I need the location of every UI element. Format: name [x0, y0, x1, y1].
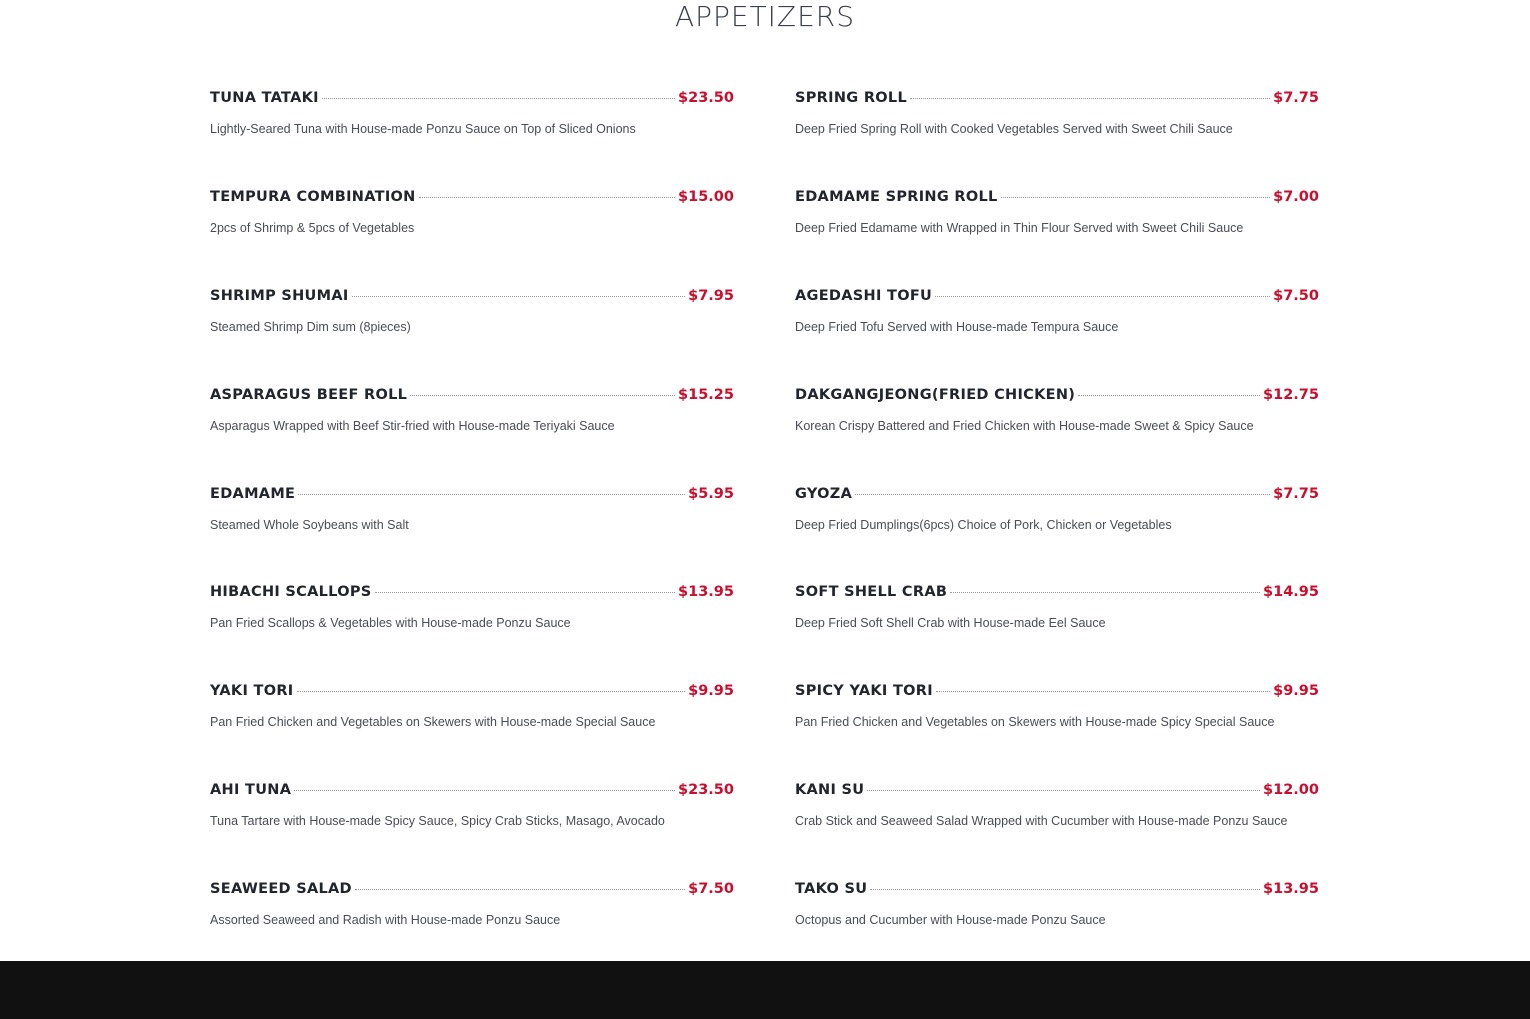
item-name: ASPARAGUS BEEF ROLL: [210, 386, 408, 403]
dotted-leader: [910, 98, 1270, 99]
item-description: Deep Fried Dumplings(6pcs) Choice of Pork, Chicken or Vegetables: [795, 517, 1172, 532]
item-price: $13.95: [1263, 881, 1319, 898]
item-price: $7.50: [688, 881, 734, 898]
item-description: Steamed Shrimp Dim sum (8pieces): [210, 319, 411, 334]
menu-item: [795, 481, 1319, 580]
item-price: $9.95: [688, 683, 734, 700]
item-description: Pan Fried Chicken and Vegetables on Skewers with House-made Special Sauce: [210, 715, 656, 730]
item-name: AHI TUNA: [210, 782, 292, 799]
menu-item: [210, 579, 734, 678]
dotted-leader: [322, 98, 675, 99]
item-description: Pan Fried Chicken and Vegetables on Skewers with House-made Spicy Special Sauce: [795, 715, 1275, 730]
item-name: SPICY YAKI TORI: [795, 683, 933, 700]
item-price: $23.50: [678, 782, 734, 799]
item-price: $14.95: [1263, 584, 1319, 601]
item-name: TAKO SU: [795, 881, 868, 898]
item-description: Asparagus Wrapped with Beef Stir-fried with House-made Teriyaki Sauce: [210, 418, 615, 433]
item-name: EDAMAME SPRING ROLL: [795, 188, 998, 205]
item-price: $13.95: [678, 584, 734, 601]
item-price: $15.00: [678, 188, 734, 205]
menu-item: [795, 184, 1319, 283]
item-description: Deep Fried Tofu Served with House-made Tempura Sauce: [795, 319, 1119, 334]
item-price: $23.50: [678, 90, 734, 106]
dotted-leader: [936, 691, 1270, 692]
dotted-leader: [375, 592, 676, 593]
dotted-leader: [870, 889, 1260, 890]
menu-item: [795, 579, 1319, 678]
dotted-leader: [935, 296, 1270, 297]
menu-item: [210, 481, 734, 580]
item-description: Deep Fried Soft Shell Crab with House-made Eel Sauce: [795, 616, 1106, 631]
dotted-leader: [294, 790, 675, 791]
item-name: EDAMAME: [210, 485, 296, 502]
menu-item: [795, 382, 1319, 481]
dotted-leader: [355, 889, 685, 890]
section-title: APPETIZERS: [674, 0, 856, 33]
item-name: AGEDASHI TOFU: [795, 287, 933, 304]
menu-item: [795, 85, 1319, 184]
item-price: $7.75: [1273, 90, 1319, 106]
dotted-leader: [419, 197, 675, 198]
item-price: $15.25: [678, 386, 734, 403]
item-price: $12.00: [1263, 782, 1319, 799]
menu-item: [210, 283, 734, 382]
dotted-leader: [410, 395, 675, 396]
item-description: Deep Fried Edamame with Wrapped in Thin Flour Served with Sweet Chili Sauce: [795, 220, 1244, 235]
dotted-leader: [1001, 197, 1271, 198]
dotted-leader: [1078, 395, 1260, 396]
item-price: $7.00: [1273, 188, 1319, 205]
item-name: SEAWEED SALAD: [210, 881, 352, 898]
menu-item: [210, 777, 734, 876]
footer-bar: [0, 961, 1530, 1019]
item-description: 2pcs of Shrimp & 5pcs of Vegetables: [210, 220, 415, 235]
item-name: TEMPURA COMBINATION: [210, 188, 416, 205]
dotted-leader: [352, 296, 686, 297]
menu-item: [210, 382, 734, 481]
item-name: SOFT SHELL CRAB: [795, 584, 948, 601]
item-name: TUNA TATAKI: [210, 90, 319, 106]
item-description: Octopus and Cucumber with House-made Ponzu Sauce: [795, 913, 1106, 928]
item-name: DAKGANGJEONG(FRIED CHICKEN): [795, 386, 1076, 403]
item-price: $7.75: [1273, 485, 1319, 502]
item-name: SPRING ROLL: [795, 90, 907, 106]
menu-item: [210, 678, 734, 777]
item-name: YAKI TORI: [210, 683, 294, 700]
menu-item: [210, 184, 734, 283]
item-description: Steamed Whole Soybeans with Salt: [210, 517, 409, 532]
item-description: Tuna Tartare with House-made Spicy Sauce, Spicy Crab Sticks, Masago, Avocado: [210, 814, 665, 829]
item-description: Crab Stick and Seaweed Salad Wrapped with Cucumber with House-made Ponzu Sauce: [795, 814, 1288, 829]
item-price: $7.95: [688, 287, 734, 304]
item-name: SHRIMP SHUMAI: [210, 287, 349, 304]
menu-item: [210, 85, 734, 184]
item-name: HIBACHI SCALLOPS: [210, 584, 372, 601]
item-price: $12.75: [1263, 386, 1319, 403]
item-price: $9.95: [1273, 683, 1319, 700]
menu-item: [795, 678, 1319, 777]
item-price: $5.95: [688, 485, 734, 502]
menu-item: [795, 283, 1319, 382]
item-name: KANI SU: [795, 782, 865, 799]
dotted-leader: [298, 494, 685, 495]
menu-item: [795, 777, 1319, 876]
item-description: Pan Fried Scallops & Vegetables with House-made Ponzu Sauce: [210, 616, 571, 631]
item-name: GYOZA: [795, 485, 853, 502]
menu-column-right: [795, 85, 1319, 975]
item-description: Assorted Seaweed and Radish with House-made Ponzu Sauce: [210, 913, 561, 928]
dotted-leader: [867, 790, 1260, 791]
dotted-leader: [950, 592, 1260, 593]
item-description: Korean Crispy Battered and Fried Chicken with House-made Sweet & Spicy Sauce: [795, 418, 1254, 433]
menu-column-left: [210, 85, 734, 975]
item-price: $7.50: [1273, 287, 1319, 304]
dotted-leader: [297, 691, 686, 692]
item-description: Deep Fried Spring Roll with Cooked Vegetables Served with Sweet Chili Sauce: [795, 122, 1233, 136]
dotted-leader: [855, 494, 1270, 495]
item-description: Lightly-Seared Tuna with House-made Ponzu Sauce on Top of Sliced Onions: [210, 122, 636, 136]
